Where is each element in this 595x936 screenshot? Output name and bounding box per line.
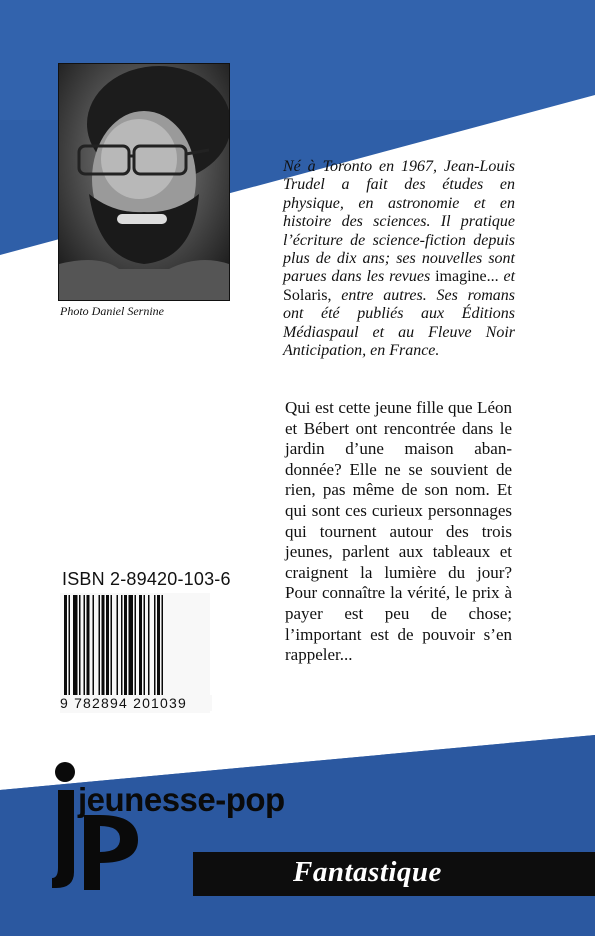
book-summary: Qui est cette jeune fille que Léon et Bébert ont rencontrée dans le jardin d’une maison abandonnée? Elle ne se souvient de rien, pas même de son nom. Et qui sont ces curieux personnages qui tournent autour des trois jeunes, parlent aux tableaux et craignent la lumière du jour? Pour connaître la vérité, le prix à payer est peu de chose; l’important est de pouvoir s’en rappeler... [285, 398, 512, 665]
author-photo [58, 63, 230, 301]
barcode-bar [148, 595, 150, 695]
barcode-bar [87, 595, 90, 695]
barcode-bar [117, 595, 119, 695]
magazine-imagine: imagine... [435, 268, 499, 286]
barcode-bar [129, 595, 134, 695]
barcode-bar [162, 595, 164, 695]
barcode-bar [102, 595, 105, 695]
barcode-bar [154, 595, 156, 695]
barcode-bar [139, 595, 142, 695]
isbn-label: ISBN 2-89420-103-6 [62, 569, 231, 589]
photo-credit: Photo Daniel Sernine [60, 304, 164, 318]
jp-monogram-logo [48, 760, 143, 890]
barcode-bar [84, 595, 86, 695]
barcode-bar [93, 595, 95, 695]
genre-label: Fantastique [293, 856, 442, 888]
barcode-bar [144, 595, 146, 695]
barcode-bar [121, 595, 123, 695]
barcode-bar [73, 595, 78, 695]
barcode-bar [99, 595, 101, 695]
barcode-bar [79, 595, 81, 695]
author-portrait-icon [59, 64, 229, 300]
author-bio [283, 158, 515, 360]
barcode-bar [135, 595, 137, 695]
barcode-bar [64, 595, 67, 695]
barcode-bar [69, 595, 71, 695]
barcode-bar [106, 595, 109, 695]
bio-text-2: entre autres. Ses romans ont été publiés aux Éditions Médiaspaul et au Fleuve Noir Anticipation, en France. [283, 286, 515, 360]
bio-text-mid: et [498, 268, 516, 286]
magazine-solaris: Solaris, [283, 286, 332, 304]
barcode-bar [111, 595, 113, 695]
series-logo-text: jeunesse-pop [78, 781, 285, 818]
barcode-digits: 9 782894 201039 [60, 695, 212, 711]
barcode-bar [124, 595, 127, 695]
barcode-bar [157, 595, 160, 695]
bio-text-1: Né à Toronto en 1967, Jean-Louis Trudel a fait des études en physique, en astronomie et en histoire des sciences. Il pratique l’écriture de science-fiction depuis plus de dix ans; ses nouvelles sont parues dans les revues [283, 158, 515, 286]
